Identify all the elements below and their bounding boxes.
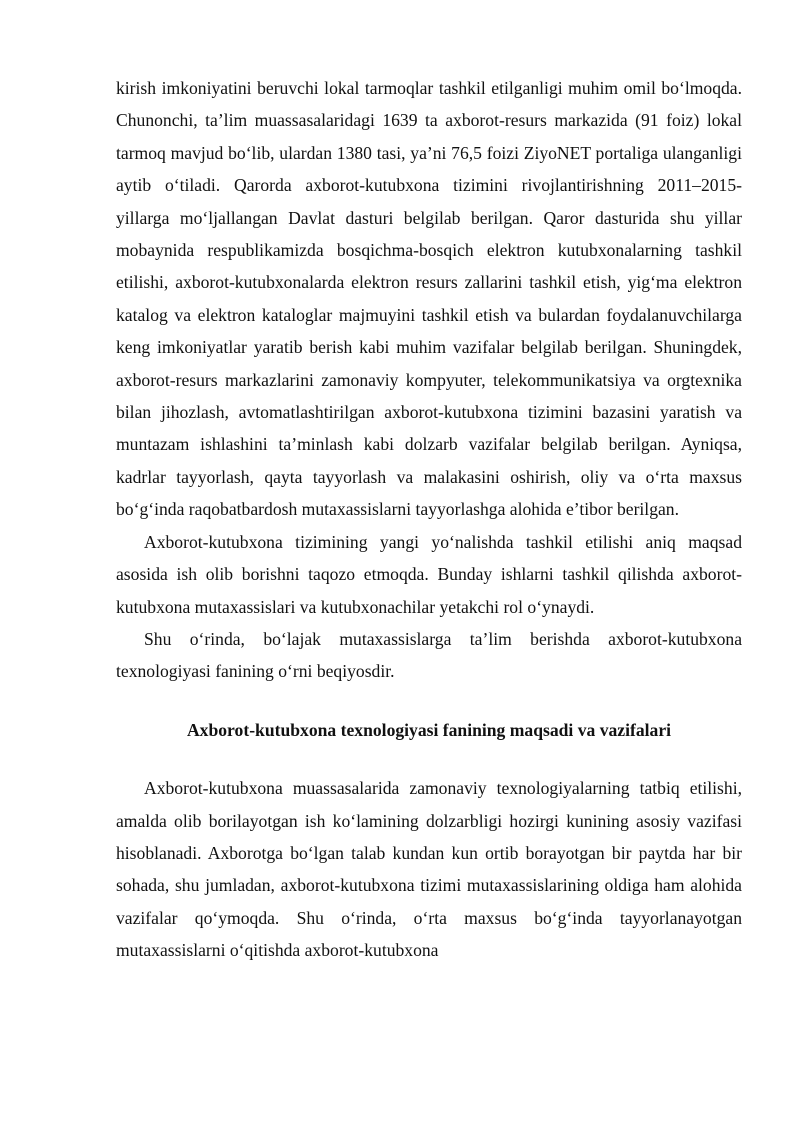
document-page [116,72,742,967]
paragraph: Axborot-kutubxona tizimining yangi yo‘nalishda tashkil etilishi aniq maqsad asosida ish olib borishni taqozo etmoqda. Bunday ishlarni tashkil qilishda axborot-kutubxona mutaxassislari va kutubxonachilar yetakchi rol o‘ynaydi. [116,531,742,617]
paragraph: Axborot-kutubxona muassasalarida zamonaviy texnologiyalarning tatbiq etilishi, amalda olib borilayotgan ish ko‘lamining dolzarbligi hozirgi kunining asosiy vazifasi hisoblanadi. Axborotga bo‘lgan talab kundan kun ortib borayotgan bir paytda har bir sohada, shu jumladan, axborot-kutubxona tizimi mutaxassislarining oldiga ham alohida vazifalar qo‘ymoqda. Shu o‘rinda, o‘rta maxsus bo‘g‘inda tayyorlanayotgan mutaxassislarni o‘qitishda axborot-kutubxona [116,778,742,961]
paragraph: Shu o‘rinda, bo‘lajak mutaxassislarga ta’lim berishda axborot-kutubxona texnologiyasi fanining o‘rni beqiyosdir. [116,628,742,682]
section-heading: Axborot-kutubxona texnologiyasi fanining maqsadi va vazifalari [186,719,672,740]
paragraph-continuation: kirish imkoniyatini beruvchi lokal tarmoqlar tashkil etilganligi muhim omil bo‘lmoqda. Chunonchi, ta’lim muassasalaridagi 1639 ta axborot-resurs markazida (91 foiz) lokal tarmoq mavjud bo‘lib, ulardan 1380 tasi, ya’ni 76,5 foizi ZiyoNET portaliga ulanganligi aytib o‘tiladi. Qarorda axborot-kutubxona tizimini rivojlantirishning 2011–2015- yillarga mo‘ljallangan Davlat dasturi belgilab berilgan. Qaror dasturida shu yillar mobaynida respublikamizda bosqichma-bosqich elektron kutubxonalarning tashkil etilishi, axborot-kutubxonalarda elektron resurs zallarini tashkil etish, yig‘ma elektron katalog va elektron kataloglar majmuyini tashkil etish va bulardan foydalanuvchilarga keng imkoniyatlar yaratib berish kabi muhim vazifalar belgilab berilgan. Shuningdek, axborot-resurs markazlarini zamonaviy kompyuter, telekommunikatsiya va orgtexnika bilan jihozlash, avtomatlashtirilgan axborot-kutubxona tizimini bazasini yaratish va muntazam ishlashini ta’minlash kabi dolzarb vazifalar belgilab berilgan. Ayniqsa, kadrlar tayyorlash, qayta tayyorlash va malakasini oshirish, oliy va o‘rta maxsus bo‘g‘inda raqobatbardosh mutaxassislarni tayyorlashga alohida e’tibor berilgan. [116,78,742,520]
